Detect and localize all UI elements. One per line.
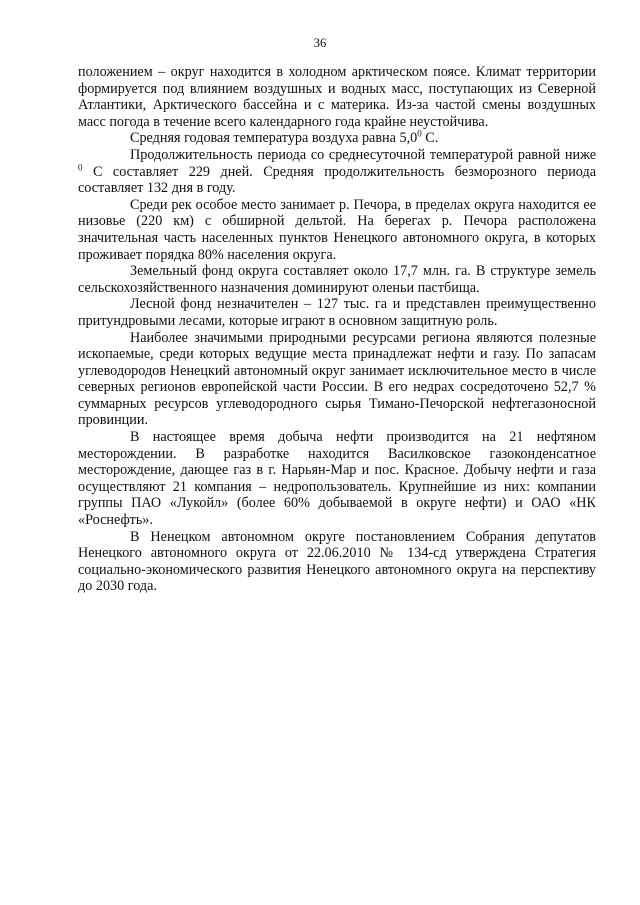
paragraph-natural-resources: Наиболее значимыми природными ресурсами региона являются полезные ископаемые, среди которых ведущие места принадлежат нефти и газу. По запасам углеводородов Ненецкий автономный округ занимает исключительное место в числе северных регионов европейской части России. В его недрах сосредоточено 52,7 % суммарных ресурсов углеводородного сырья Тимано-Печорской нефтегазоносной провинции. [78,329,596,429]
page-number: 36 [313,36,327,50]
subzero-period-text-start: Продолжительность периода со среднесуточной температурой равной ниже [130,146,596,163]
paragraph-land-fund: Земельный фонд округа составляет около 17,7 млн. га. В структуре земель сельскохозяйственного назначения доминируют оленьи пастбища. [78,263,596,296]
paragraph-subzero-period [78,147,596,197]
paragraph-climate: положением – округ находится в холодном арктическом поясе. Климат территории формируется под влиянием воздушных и водных масс, поступающих из Северной Атлантики, Арктического бассейна и с материка. Из-за частой смены воздушных масс погода в течение всего календарного года крайне неустойчива. [78,64,596,130]
paragraph-rivers: Среди рек особое место занимает р. Печора, в пределах округа находится ее низовье (220 км) с обширной дельтой. На берегах р. Печора расположена значительная часть населенных пунктов Ненецкого автономного округа, в которых проживает порядка 80% населения округа. [78,196,596,263]
paragraph-strategy: В Ненецком автономном округе постановлением Собрания депутатов Ненецкого автономного округа от 22.06.2010 № 134-сд утверждена Стратегия социально-экономического развития Ненецкого автономного округа на перспективу до 2030 года. [78,528,596,595]
degree-superscript: 0 [78,161,83,172]
document-body [78,64,596,595]
celsius-unit-text: С. [421,130,439,147]
paragraph-oil-production: В настоящее время добыча нефти производится на 21 нефтяном месторождении. В разработке находится Василковское газоконденсатное месторождение, дающее газ в г. Нарьян-Мар и пос. Красное. Добычу нефти и газа осуществляют 21 компания – недропользователь. Крупнейшие из них: компании группы ПАО «Лукойл» (более 60% добываемой в округе нефти) и ОАО «НК «Роснефть». [78,429,596,529]
subzero-period-text-end: С составляет 229 дней. Средняя продолжительность безморозного периода составляет 132 дня в году. [78,163,596,197]
paragraph-forest-fund: Лесной фонд незначителен – 127 тыс. га и представлен преимущественно притундровыми лесами, которые играют в основном защитную роль. [78,296,596,329]
average-temperature-text: Средняя годовая температура воздуха равна 5,0 [130,130,418,147]
degree-superscript: 0 [417,128,422,139]
paragraph-average-temperature [78,130,596,147]
